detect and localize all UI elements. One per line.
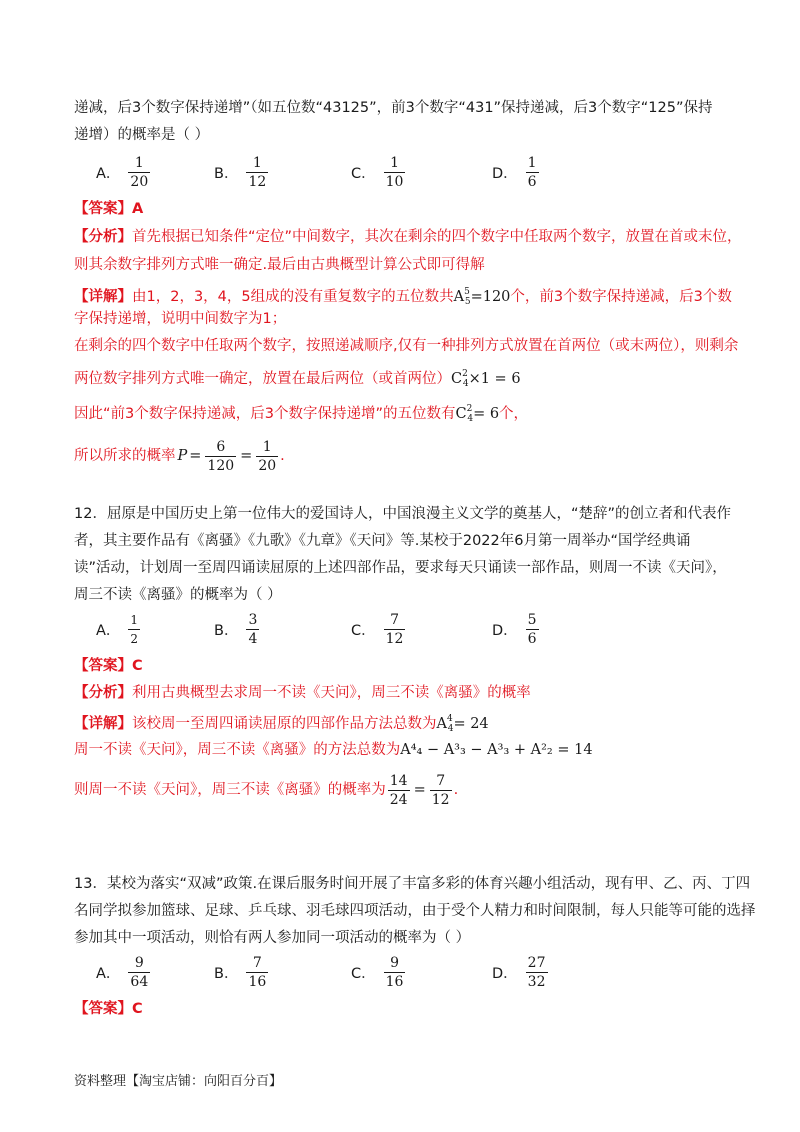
q12-option-c[interactable]: C． $\frac{7}{12}$: [351, 611, 404, 647]
fraction: $\frac{1}{2}$: [130, 612, 139, 646]
q11-analysis-line1: 【分析】首先根据已知条件“定位”中间数字，其次在剩余的四个数字中任取两个数字，放置在首或末位，: [74, 229, 742, 245]
q11-answer: 【答案】A: [74, 201, 144, 217]
q13-stem-line1: 13．某校为落实“双减”政策.在课后服务时间开展了丰富多彩的体育兴趣小组活动，现有甲、乙、丙、丁四: [74, 876, 751, 892]
q11-detail-line5: 因此“前3个数字保持递减，后3个数字保持递增”的五位数有$C^2_4= 6$个，: [74, 404, 529, 424]
q12-option-b[interactable]: B． $\frac{3}{4}$: [214, 611, 258, 647]
q12-answer: 【答案】C: [74, 658, 143, 674]
fraction: $\frac{9}{16}$: [385, 954, 404, 990]
q11-stem-line2: 递增）的概率是（ ）: [74, 127, 210, 143]
q12-stem-line1: 12．屈原是中国历史上第一位伟大的爱国诗人，中国浪漫主义文学的奠基人，“楚辞”的创立者和代表作: [74, 506, 731, 522]
fraction: $\frac{5}{6}$: [527, 611, 537, 647]
q12-detail-line2: 周一不读《天问》，周三不读《离骚》的方法总数为A⁴₄ − A³₃ − A³₃ + A²₂ = 14: [74, 742, 593, 758]
fraction: $\frac{7}{12}$: [431, 772, 450, 808]
q11-detail-line2: 字保持递增，说明中间数字为1；: [74, 311, 287, 327]
q12-stem-line3: 读”活动，计划周一至周四诵读屈原的上述四部作品，要求每天只诵读一部作品，则周一不读《天问》，: [74, 560, 727, 576]
fraction: $\frac{7}{12}$: [385, 611, 404, 647]
q11-detail-line3: 在剩余的四个数字中任取两个数字，按照递减顺序,仅有一种排列方式放置在首两位（或末两位），则剩余: [74, 338, 739, 354]
fraction: $\frac{1}{12}$: [248, 154, 267, 190]
q11-analysis-line2: 则其余数字排列方式唯一确定.最后由古典概型计算公式即可得解: [74, 257, 485, 273]
fraction: $\frac{6}{120}$: [207, 438, 235, 474]
q11-detail-line1: 【详解】由1，2，3，4，5组成的没有重复数字的五位数共$A^5_5=120$个，前3个数字保持递减，后3个数: [74, 287, 732, 307]
fraction: $\frac{1}{6}$: [527, 154, 537, 190]
q13-option-a[interactable]: A． $\frac{9}{64}$: [96, 954, 149, 990]
fraction: $\frac{9}{64}$: [130, 954, 149, 990]
q11-stem-line1: 递减，后3个数字保持递增”（如五位数“43125”，前3个数字“431”保持递减，后3个数字“125”保持: [74, 100, 713, 116]
q12-detail-line1: 【详解】该校周一至周四诵读屈原的四部作品方法总数为$A^4_4= 24$: [74, 714, 489, 734]
q12-detail-line3: 则周一不读《天问》，周三不读《离骚》的概率为 $\frac{14}{24}$ = $\frac{7}{12}$ .: [74, 772, 459, 808]
q12-option-d[interactable]: D． $\frac{5}{6}$: [492, 611, 537, 647]
fraction: $\frac{27}{32}$: [527, 954, 546, 990]
fraction: $\frac{7}{16}$: [248, 954, 267, 990]
q13-stem-line3: 参加其中一项活动，则恰有两人参加同一项活动的概率为（ ）: [74, 930, 471, 946]
q13-option-b[interactable]: B． $\frac{7}{16}$: [214, 954, 267, 990]
fraction: $\frac{3}{4}$: [248, 611, 258, 647]
q12-stem-line2: 者，其主要作品有《离骚》《九歌》《九章》《天问》等.某校于2022年6月第一周举办“国学经典诵: [74, 533, 691, 549]
q12-option-a[interactable]: A． $\frac{1}{2}$: [96, 612, 139, 646]
page-footer: 资料整理【淘宝店铺：向阳百分百】: [74, 1074, 283, 1089]
q13-answer: 【答案】C: [74, 1001, 143, 1017]
q13-stem-line2: 名同学拟参加篮球、足球、乒乓球、羽毛球四项活动，由于受个人精力和时间限制，每人只能等可能的选择: [74, 903, 756, 919]
fraction: $\frac{14}{24}$: [389, 772, 408, 808]
q13-option-d[interactable]: D． $\frac{27}{32}$: [492, 954, 546, 990]
q13-option-c[interactable]: C． $\frac{9}{16}$: [351, 954, 404, 990]
q12-analysis-line1: 【分析】利用古典概型去求周一不读《天问》，周三不读《离骚》的概率: [74, 685, 531, 701]
q13-options: [96, 950, 656, 994]
fraction: $\frac{1}{10}$: [385, 154, 404, 190]
q11-option-c[interactable]: C． $\frac{1}{10}$: [351, 154, 404, 190]
q11-detail-line4: 两位数字排列方式唯一确定，放置在最后两位（或首两位）$C^2_4\times 1 = 6$: [74, 369, 521, 389]
q11-options: [96, 150, 656, 194]
fraction: $\frac{1}{20}$: [258, 438, 277, 474]
q11-option-b[interactable]: B． $\frac{1}{12}$: [214, 154, 267, 190]
q11-option-d[interactable]: D． $\frac{1}{6}$: [492, 154, 537, 190]
q12-options: [96, 607, 656, 651]
q12-stem-line4: 周三不读《离骚》的概率为（ ）: [74, 587, 282, 603]
q11-detail-line6: 所以所求的概率 P = $\frac{6}{120}$ = $\frac{1}{20}$ .: [74, 438, 285, 474]
q11-option-a[interactable]: A． $\frac{1}{20}$: [96, 154, 149, 190]
fraction: $\frac{1}{20}$: [130, 154, 149, 190]
